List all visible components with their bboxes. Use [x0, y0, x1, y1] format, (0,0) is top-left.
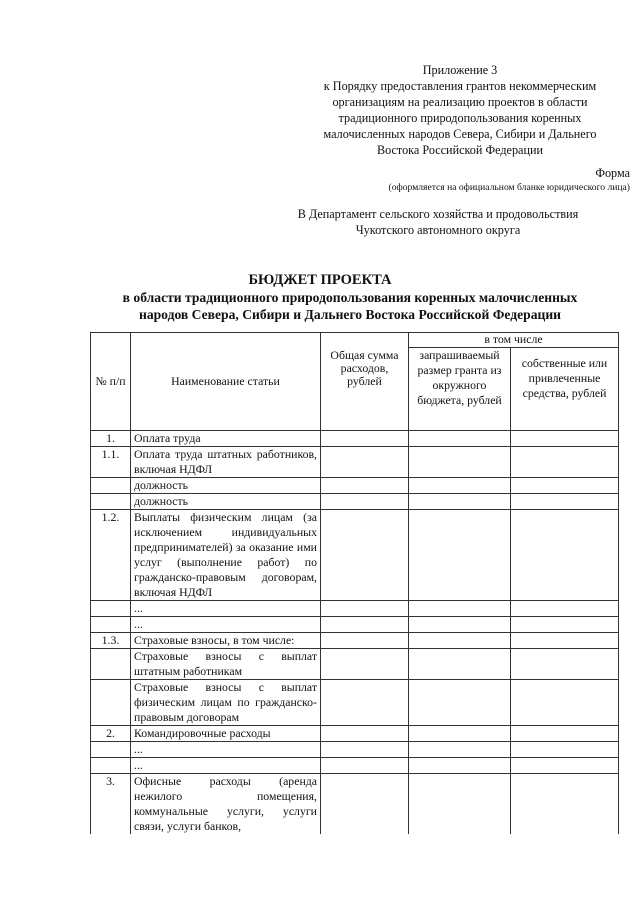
form-label: Форма: [595, 166, 630, 180]
row-grant-amount: [409, 510, 511, 601]
table-row: [91, 431, 619, 447]
header-item-name: Наименование статьи: [131, 333, 321, 431]
row-grant-amount: [409, 742, 511, 758]
row-number: 2.: [91, 726, 131, 742]
row-number: [91, 601, 131, 617]
addressee-line: В Департамент сельского хозяйства и продовольствия: [297, 207, 579, 221]
row-own-funds: [511, 774, 619, 835]
row-number: [91, 680, 131, 726]
table-row: [91, 617, 619, 633]
row-own-funds: [511, 649, 619, 680]
header-total-amount: Общая сумма расходов, рублей: [321, 333, 409, 431]
row-own-funds: [511, 617, 619, 633]
row-grant-amount: [409, 649, 511, 680]
row-number: 1.1.: [91, 447, 131, 478]
row-own-funds: [511, 680, 619, 726]
appendix-text-line: к Порядку предоставления грантов некоммерческим: [323, 79, 597, 93]
table-row: [91, 680, 619, 726]
header-grant-amount: запрашиваемый размер гранта из окружного бюджета, рублей: [409, 348, 511, 431]
row-number: [91, 494, 131, 510]
row-item-name: Командировочные расходы: [131, 726, 321, 742]
row-grant-amount: [409, 758, 511, 774]
row-total-amount: [321, 649, 409, 680]
row-item-name: Оплата труда штатных работников, включая НДФЛ: [131, 447, 321, 478]
row-item-name: должность: [131, 478, 321, 494]
row-grant-amount: [409, 680, 511, 726]
row-grant-amount: [409, 478, 511, 494]
row-total-amount: [321, 431, 409, 447]
row-number: 1.2.: [91, 510, 131, 601]
row-own-funds: [511, 478, 619, 494]
subtitle-line: народов Севера, Сибири и Дальнего Востока Российской Федерации: [138, 306, 561, 322]
row-number: 1.3.: [91, 633, 131, 649]
table-row: [91, 478, 619, 494]
addressee: [268, 206, 608, 238]
row-total-amount: [321, 447, 409, 478]
appendix-text-line: традиционного природопользования коренных: [338, 111, 582, 125]
table-row: [91, 649, 619, 680]
row-total-amount: [321, 633, 409, 649]
row-grant-amount: [409, 494, 511, 510]
row-item-name: Офисные расходы (аренда нежилого помещения, коммунальные услуги, услуги связи, услуги банков,: [131, 774, 321, 835]
row-number: [91, 758, 131, 774]
appendix-text-line: малочисленных народов Севера, Сибири и Дальнего: [323, 127, 597, 141]
row-item-name: Выплаты физическим лицам (за исключением индивидуальных предпринимателей) за оказание ими услуг (выполнение работ) по гражданско-правовым договорам, включая НДФЛ: [131, 510, 321, 601]
table-row: [91, 726, 619, 742]
row-own-funds: [511, 742, 619, 758]
row-own-funds: [511, 601, 619, 617]
row-own-funds: [511, 633, 619, 649]
row-own-funds: [511, 726, 619, 742]
row-item-name: ...: [131, 617, 321, 633]
row-grant-amount: [409, 774, 511, 835]
row-grant-amount: [409, 431, 511, 447]
appendix-text-line: Востока Российской Федерации: [376, 143, 544, 157]
row-total-amount: [321, 774, 409, 835]
addressee-line: Чукотского автономного округа: [355, 223, 521, 237]
table-row: [91, 774, 619, 835]
form-note: (оформляется на официальном бланке юридического лица): [388, 182, 630, 193]
row-total-amount: [321, 726, 409, 742]
row-total-amount: [321, 478, 409, 494]
row-item-name: ...: [131, 742, 321, 758]
header-number: № п/п: [91, 333, 131, 431]
row-item-name: ...: [131, 601, 321, 617]
row-own-funds: [511, 758, 619, 774]
subtitle-line: в области традиционного природопользования коренных малочисленных: [122, 290, 578, 305]
row-total-amount: [321, 601, 409, 617]
header-own-funds: собственные или привлеченные средства, рублей: [511, 348, 619, 431]
header-including: в том числе: [409, 333, 619, 348]
row-item-name: должность: [131, 494, 321, 510]
row-grant-amount: [409, 617, 511, 633]
table-row: [91, 447, 619, 478]
row-total-amount: [321, 617, 409, 633]
table-row: [91, 633, 619, 649]
row-item-name: Страховые взносы с выплат штатным работникам: [131, 649, 321, 680]
row-number: [91, 617, 131, 633]
appendix-title: Приложение 3: [422, 63, 498, 77]
appendix-text-line: организациям на реализацию проектов в области: [332, 95, 588, 109]
row-grant-amount: [409, 633, 511, 649]
row-number: [91, 478, 131, 494]
row-own-funds: [511, 431, 619, 447]
row-total-amount: [321, 510, 409, 601]
row-number: [91, 742, 131, 758]
row-total-amount: [321, 680, 409, 726]
row-grant-amount: [409, 601, 511, 617]
row-total-amount: [321, 742, 409, 758]
row-number: 3.: [91, 774, 131, 835]
row-own-funds: [511, 494, 619, 510]
budget-table: [90, 332, 619, 834]
table-row: [91, 742, 619, 758]
row-item-name: Оплата труда: [131, 431, 321, 447]
row-grant-amount: [409, 447, 511, 478]
document-title: БЮДЖЕТ ПРОЕКТА: [248, 272, 392, 288]
document-subtitle: [60, 290, 640, 323]
row-total-amount: [321, 758, 409, 774]
row-total-amount: [321, 494, 409, 510]
table-row: [91, 510, 619, 601]
table-row: [91, 494, 619, 510]
table-row: [91, 758, 619, 774]
row-own-funds: [511, 510, 619, 601]
appendix-header: [300, 62, 620, 158]
row-number: [91, 649, 131, 680]
row-own-funds: [511, 447, 619, 478]
row-item-name: Страховые взносы, в том числе:: [131, 633, 321, 649]
row-item-name: Страховые взносы с выплат физическим лицам по гражданско-правовым договорам: [131, 680, 321, 726]
row-item-name: ...: [131, 758, 321, 774]
row-grant-amount: [409, 726, 511, 742]
table-row: [91, 601, 619, 617]
row-number: 1.: [91, 431, 131, 447]
